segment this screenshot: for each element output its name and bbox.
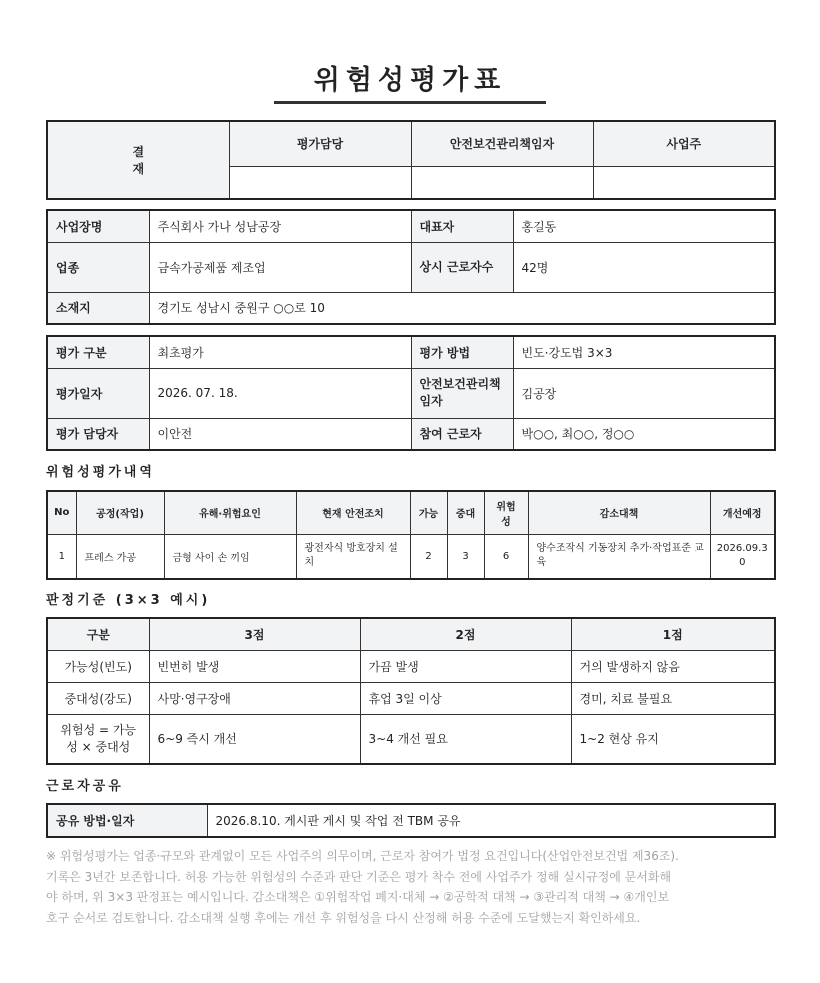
criteria-header-2: 2점 [360,618,571,650]
risk-severity: 3 [447,534,484,579]
eval-type-label: 평가 구분 [47,336,149,368]
criteria-cell: 경미, 치료 불필요 [571,682,775,714]
signature-box-assessor[interactable] [229,166,411,199]
footnote-line: ※ 위험성평가는 업종·규모와 관계없이 모든 사업주의 의무이며, 근로자 참여가 법정 요건입니다(산업안전보건법 제36조). [46,849,679,863]
signature-box-manager[interactable] [411,166,593,199]
criteria-section-title: 판정기준 (3×3 예시) [46,593,211,608]
criteria-header-3: 3점 [149,618,360,650]
share-value: 2026.8.10. 게시판 게시 및 작업 전 TBM 공유 [207,804,775,837]
risk-no: 1 [47,534,76,579]
criteria-cell: 3~4 개선 필요 [360,714,571,764]
criteria-cell: 빈번히 발생 [149,650,360,682]
criteria-cell: 휴업 3일 이상 [360,682,571,714]
approval-role-assessor: 평가담당 [229,121,411,166]
assessor: 이안전 [149,418,411,450]
risk-header-due: 개선예정 [710,491,775,534]
approval-label: 결 재 [47,121,229,199]
approval-role-owner: 사업주 [593,121,775,166]
ceo-name: 홍길동 [513,210,775,242]
risk-due-date: 2026.09.30 [710,534,775,579]
table-row [47,534,775,579]
criteria-cell: 6~9 즉시 개선 [149,714,360,764]
footnote-line: 야 하며, 위 3×3 판정표는 예시입니다. 감소대책은 ①위험작업 폐지·대체 → ②공학적 대책 → ③관리적 대책 → ④개인보 [46,890,670,904]
criteria-cell: 가끔 발생 [360,650,571,682]
risk-likelihood: 2 [410,534,447,579]
share-section-title: 근로자공유 [46,779,124,794]
workers-label: 상시 근로자수 [411,242,513,292]
footnote-line: 호구 순서로 검토합니다. 감소대책 실행 후에는 개선 후 위험성을 다시 산정해 허용 수준에 도달했는지 확인하세요. [46,910,641,925]
risk-header-process: 공정(작업) [76,491,164,534]
ceo-label: 대표자 [411,210,513,242]
table-row [47,714,775,764]
risk-process: 프레스 가공 [76,534,164,579]
workers: 42명 [513,242,775,292]
address: 경기도 성남시 중원구 ○○로 10 [149,292,775,324]
page-title: 위험성평가표 [313,65,507,96]
risk-header-no: No [47,491,76,534]
eval-method-label: 평가 방법 [411,336,513,368]
risk-reduction-measure: 양수조작식 기동장치 추가·작업표준 교육 [528,534,710,579]
footnote [46,846,706,928]
criteria-severity-label: 중대성(강도) [47,682,149,714]
risk-score: 6 [484,534,528,579]
criteria-header-1: 1점 [571,618,775,650]
risk-header-severity: 중대 [447,491,484,534]
title-underline [274,101,546,104]
approval-role-manager: 안전보건관리책임자 [411,121,593,166]
risk-header-current: 현재 안전조치 [296,491,410,534]
risk-current-measure: 광전자식 방호장치 설치 [296,534,410,579]
share-label: 공유 방법·일자 [47,804,207,837]
evaluation-info-table [46,335,776,451]
eval-date-label: 평가일자 [47,368,149,418]
participants-label: 참여 근로자 [411,418,513,450]
share-table [46,803,776,838]
safety-manager-label: 안전보건관리책임자 [411,368,513,418]
criteria-header-category: 구분 [47,618,149,650]
industry-label: 업종 [47,242,149,292]
footnote-line: 기록은 3년간 보존합니다. 허용 가능한 위험성의 수준과 판단 기준은 평가 착수 전에 사업주가 정해 실시규정에 문서화해 [46,869,672,884]
criteria-cell: 1~2 현상 유지 [571,714,775,764]
industry: 금속가공제품 제조업 [149,242,411,292]
risk-section-title: 위험성평가내역 [46,465,155,480]
eval-date: 2026. 07. 18. [149,368,411,418]
criteria-cell: 거의 발생하지 않음 [571,650,775,682]
safety-manager: 김공장 [513,368,775,418]
company-info-table [46,209,776,325]
criteria-table [46,617,776,765]
risk-header-likelihood: 가능 [410,491,447,534]
risk-header-risk: 위험성 [484,491,528,534]
risk-header-measure: 감소대책 [528,491,710,534]
criteria-risk-label: 위험성 = 가능성 × 중대성 [47,714,149,764]
address-label: 소재지 [47,292,149,324]
table-row [47,650,775,682]
eval-type: 최초평가 [149,336,411,368]
eval-method: 빈도·강도법 3×3 [513,336,775,368]
risk-table [46,490,776,580]
criteria-cell: 사망·영구장애 [149,682,360,714]
company-name-label: 사업장명 [47,210,149,242]
table-row [47,682,775,714]
risk-hazard: 금형 사이 손 끼임 [164,534,296,579]
criteria-likelihood-label: 가능성(빈도) [47,650,149,682]
approval-table [46,120,776,200]
participants: 박○○, 최○○, 정○○ [513,418,775,450]
assessor-label: 평가 담당자 [47,418,149,450]
signature-box-owner[interactable] [593,166,775,199]
risk-header-hazard: 유해·위험요인 [164,491,296,534]
company-name: 주식회사 가나 성남공장 [149,210,411,242]
